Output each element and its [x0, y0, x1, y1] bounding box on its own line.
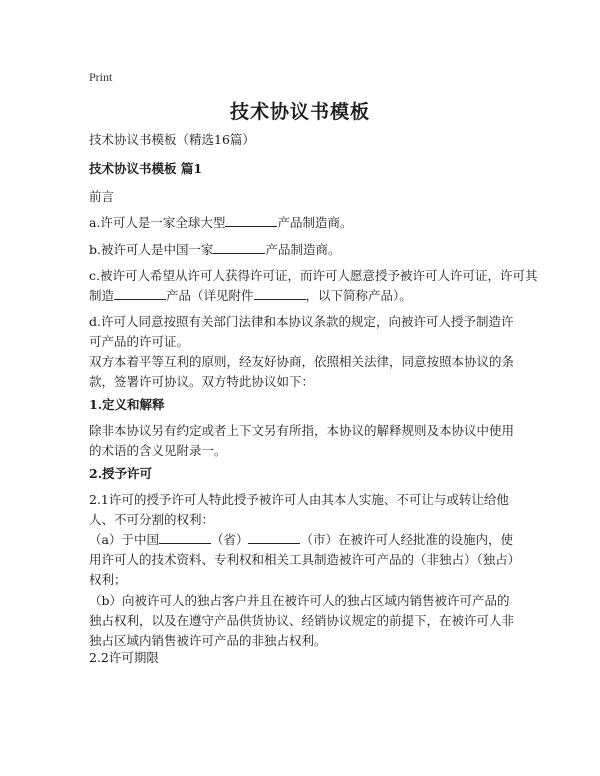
- item-d: d.许可人同意按照有关部门法律和本协议条款的规定，向被许可人授予制造许可产品的许可证。: [89, 314, 514, 349]
- item-b-post: 产品制造商。: [265, 242, 341, 257]
- blank-field: [213, 241, 265, 254]
- clause-a-city: （市）在被许可人经批准的设施内，使用许可人的技术资料、专利权和相关工具制造被许可产品的（非独占）（独占）权利；: [89, 532, 521, 587]
- clause-a: [89, 530, 521, 590]
- item-c-line1: c.被许可人希望从许可人获得许可证，而许可人愿意授予被许可人许可证，许可其: [89, 268, 538, 283]
- item-a: [89, 213, 519, 233]
- clause-2-2: 2.2许可期限: [89, 650, 159, 665]
- blank-field: [225, 214, 277, 227]
- clause-a-province: （省）: [210, 532, 249, 547]
- agreement-intro: 双方本着平等互利的原则，经友好协商，依照相关法律，同意按照本协议的条款，签署许可协议。双方特此协议如下：: [89, 354, 515, 389]
- item-c-post: ，以下简称产品）。: [305, 288, 412, 303]
- item-b-pre: b.被许可人是中国一家: [89, 242, 214, 257]
- preface-label: 前言: [89, 189, 115, 204]
- part-heading: 技术协议书模板 篇1: [89, 161, 203, 176]
- section1-heading: 1.定义和解释: [89, 397, 165, 412]
- clause-b: （b）向被许可人的独占客户并且在被许可人的独占区域内销售被许可产品的独占权利，以及在遵守产品供货协议、经销协议规定的前提下，在被许可人非独占区域内销售被许可产品的非独占权利。: [89, 593, 515, 648]
- item-c-line2: [89, 286, 519, 306]
- blank-field: [248, 531, 300, 544]
- print-label[interactable]: Print: [89, 70, 113, 84]
- section1-body: 除非本协议另有约定或者上下文另有所指，本协议的解释规则及本协议中使用的术语的含义见附录一。: [89, 423, 515, 458]
- document-subtitle: 技术协议书模板（精选16篇）: [89, 132, 255, 147]
- item-c-pre: 制造: [89, 288, 115, 303]
- blank-field: [159, 531, 211, 544]
- clause-a-pre: （a）于中国: [89, 532, 159, 547]
- item-b: [89, 240, 519, 260]
- clause-2-1: 2.1许可的授予许可人特此授予被许可人由其本人实施、不可让与或转让给他人、不可分割的权利：: [89, 492, 509, 527]
- document-title: 技术协议书模板: [229, 101, 370, 123]
- item-c-mid: 产品（详见附件: [166, 288, 254, 303]
- blank-field: [254, 287, 306, 300]
- blank-field: [114, 287, 166, 300]
- item-a-pre: a.许可人是一家全球大型: [89, 215, 226, 230]
- item-a-post: 产品制造商。: [277, 215, 353, 230]
- section2-heading: 2.授予许可: [89, 466, 153, 481]
